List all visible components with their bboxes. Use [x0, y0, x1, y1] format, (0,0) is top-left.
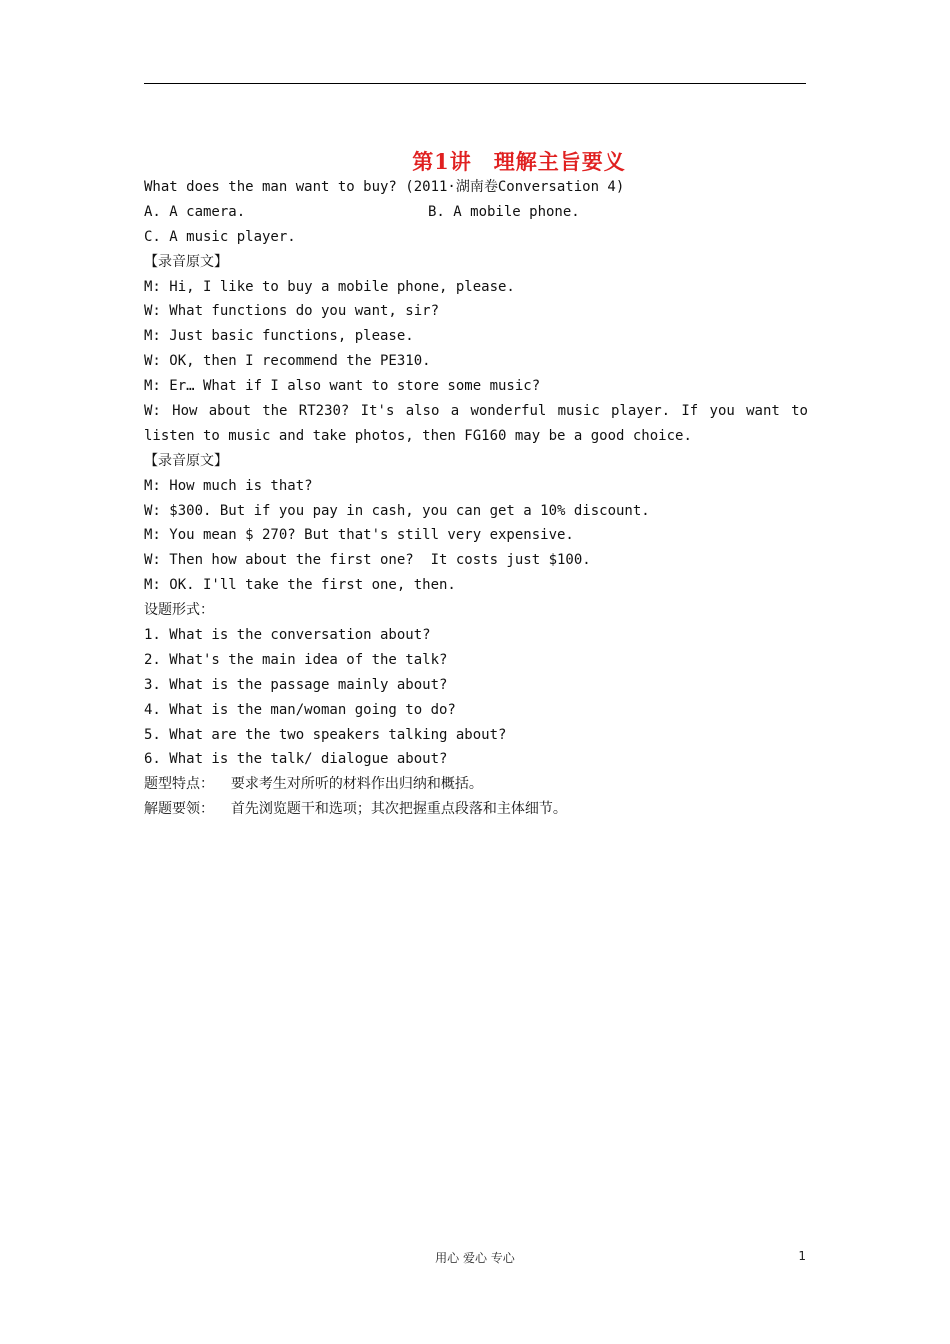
transcript-line: M: How much is that? [144, 477, 313, 494]
format-item: 2. What's the main idea of the talk? [144, 651, 448, 668]
header-rule [144, 83, 806, 84]
transcript-line: W: Then how about the first one? It costs just $100. [144, 552, 591, 569]
solving-tips: 解题要领： 首先浏览题干和选项；其次把握重点段落和主体细节。 [144, 801, 567, 818]
option-b: B. A mobile phone. [428, 203, 580, 220]
format-item: 3. What is the passage mainly about? [144, 676, 448, 693]
options-row [144, 200, 808, 225]
transcript-line: W: How about the RT230? It's also a wonderful music player. If you want to [144, 403, 808, 420]
format-item: 5. What are the two speakers talking about? [144, 726, 507, 743]
transcript-line: M: Just basic functions, please. [144, 328, 414, 345]
format-item: 4. What is the man/woman going to do? [144, 701, 456, 718]
transcript-heading-1: 【录音原文】 [144, 253, 228, 270]
transcript-line: listen to music and take photos, then FG160 may be a good choice. [144, 427, 692, 444]
format-item: 1. What is the conversation about? [144, 627, 431, 644]
document-body [144, 175, 808, 822]
transcript-line: M: You mean $ 270? But that's still very expensive. [144, 527, 574, 544]
format-item: 6. What is the talk/ dialogue about? [144, 751, 448, 768]
transcript-line: W: What functions do you want, sir? [144, 303, 440, 320]
transcript-heading-2: 【录音原文】 [144, 452, 228, 469]
transcript-line: W: OK, then I recommend the PE310. [144, 353, 431, 370]
question-features: 题型特点： 要求考生对所听的材料作出归纳和概括。 [144, 776, 483, 793]
transcript-line: M: Er… What if I also want to store some music? [144, 378, 541, 395]
formats-heading: 设题形式： [144, 602, 214, 619]
transcript-line: M: Hi, I like to buy a mobile phone, please. [144, 278, 515, 295]
option-a: A. A camera. [144, 203, 246, 220]
transcript-line: W: $300. But if you pay in cash, you can get a 10% discount. [144, 502, 650, 519]
page-title: 第1讲 理解主旨要义 [412, 149, 626, 174]
question-stem: What does the man want to buy? (2011·湖南卷Conversation 4) [144, 179, 625, 195]
option-c: C. A music player. [144, 228, 296, 245]
footer-motto: 用心 爱心 专心 [435, 1251, 515, 1265]
page-number: 1 [798, 1249, 806, 1263]
transcript-line: M: OK. I'll take the first one, then. [144, 577, 456, 594]
